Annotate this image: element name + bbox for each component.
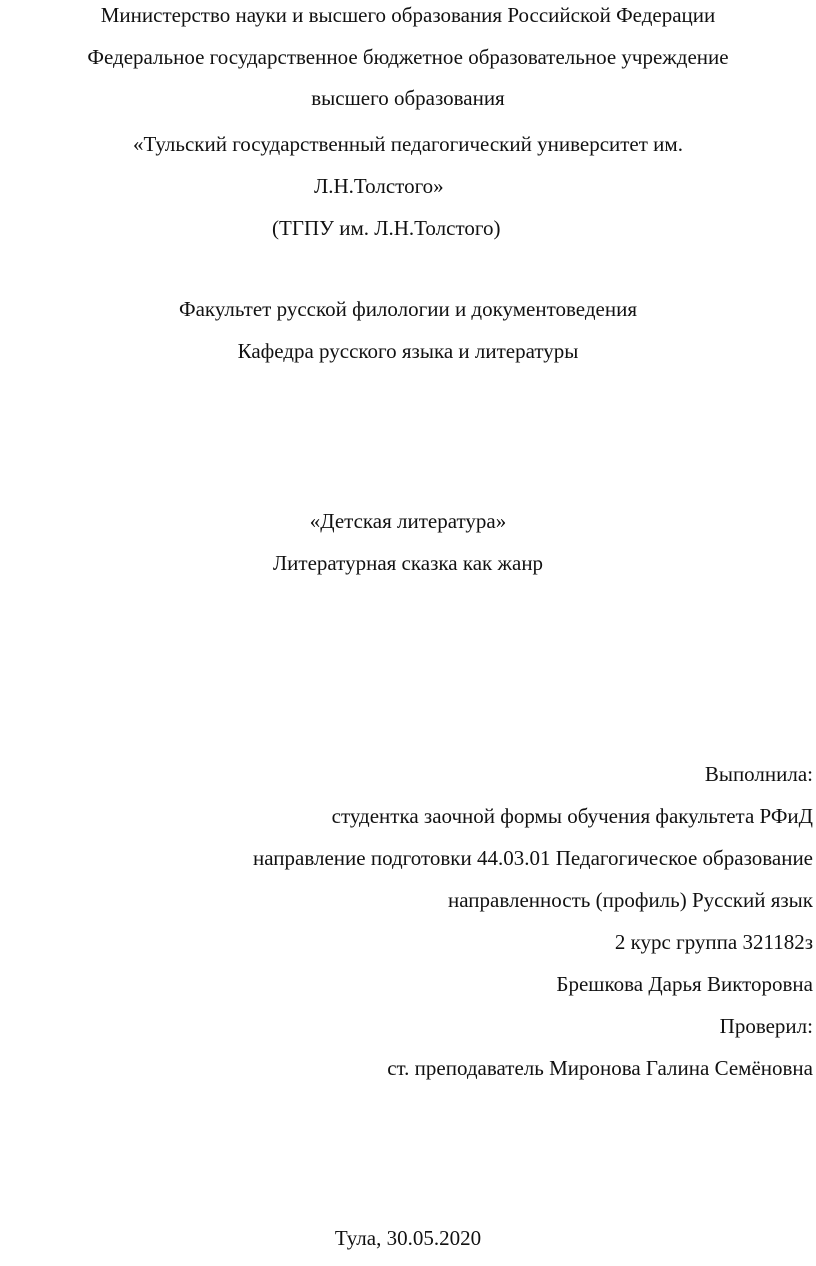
- university-short-name: (ТГПУ им. Л.Н.Толстого): [272, 216, 501, 240]
- work-topic: Литературная сказка как жанр: [272, 551, 544, 575]
- student-line: студентка заочной формы обучения факультета РФиД: [331, 804, 813, 828]
- group-line: 2 курс группа 321182з: [614, 930, 813, 954]
- university-line-1: «Тульский государственный педагогический университет им.: [133, 132, 683, 156]
- student-name: Брешкова Дарья Викторовна: [556, 972, 813, 996]
- direction-line: направление подготовки 44.03.01 Педагогическое образование: [253, 846, 813, 870]
- institution-line-1: Федеральное государственное бюджетное образовательное учреждение: [87, 45, 729, 69]
- faculty-name: Факультет русской филологии и документоведения: [179, 297, 637, 321]
- teacher-line: ст. преподаватель Миронова Галина Семёновна: [387, 1056, 813, 1080]
- checked-label: Проверил:: [719, 1014, 813, 1038]
- city-date: Тула, 30.05.2020: [334, 1226, 482, 1250]
- ministry-line: Министерство науки и высшего образования Российской Федерации: [100, 3, 716, 27]
- institution-line-2: высшего образования: [311, 86, 505, 110]
- performed-label: Выполнила:: [704, 762, 813, 786]
- discipline-title: «Детская литература»: [309, 509, 507, 533]
- university-line-2: Л.Н.Толстого»: [314, 174, 444, 198]
- profile-line: направленность (профиль) Русский язык: [448, 888, 813, 912]
- department-name: Кафедра русского языка и литературы: [237, 339, 579, 363]
